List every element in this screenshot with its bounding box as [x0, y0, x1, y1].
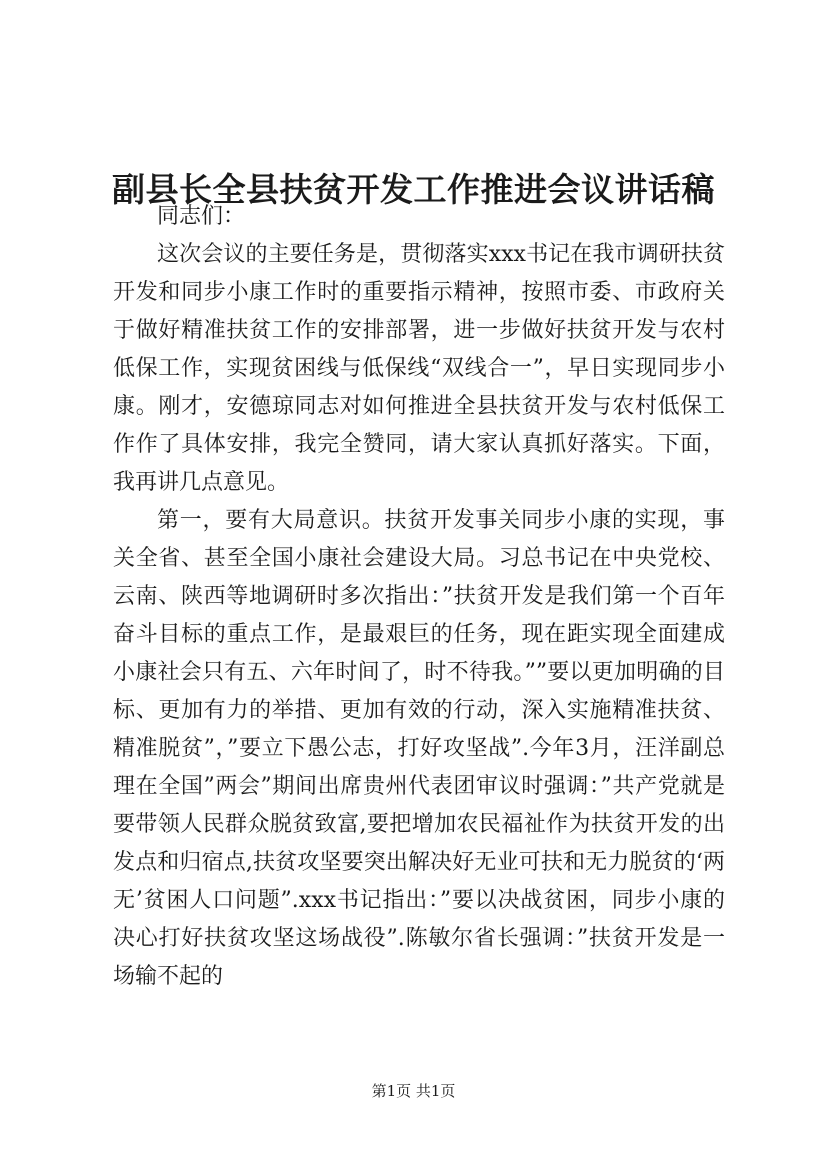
document-title: 副县长全县扶贫开发工作推进会议讲话稿 — [112, 170, 715, 210]
salutation-paragraph: 同志们： — [157, 204, 246, 229]
page-number-footer: 第1页 共1页 — [371, 1082, 456, 1100]
body-paragraph: 这次会议的主要任务是，贯彻落实xxx书记在我市调研扶贫开发和同步小康工作时的重要指示精神，按照市委、市政府关于做好精准扶贫工作的安排部署，进一步做好扶贫开发与农村低保工作，实现贫困线与低保线“双线合一”，早日实现同步小康。刚才，安德琼同志对如何推进全县扶贫开发与农村低保工作作了具体安排，我完全赞同，请大家认真抓好落实。下面，我再讲几点意见。 — [113, 242, 725, 495]
body-paragraph: 第一，要有大局意识。扶贫开发事关同步小康的实现，事关全省、甚至全国小康社会建设大局。习总书记在中央党校、云南、陕西等地调研时多次指出：”扶贫开发是我们第一个百年奋斗目标的重点工作，是最艰巨的任务，现在距实现全面建成小康社会只有五、六年时间了，时不待我。””要以更加明确的目标、更加有力的举措、更加有效的行动，深入实施精准扶贫、精准脱贫”，”要立下愚公志，打好攻坚战”.今年3月，汪洋副总理在全国”两会”期间出席贵州代表团审议时强调：”共产党就是要带领人民群众脱贫致富,要把增加农民福祉作为扶贫开发的出发点和归宿点,扶贫攻坚要突出解决好无业可扶和无力脱贫的‘两无’贫困人口问题”.xxx书记指出：”要以决战贫困，同步小康的决心打好扶贫攻坚这场战役”.陈敏尔省长强调：”扶贫开发是一场输不起的 — [113, 508, 725, 989]
document-body — [113, 198, 725, 996]
